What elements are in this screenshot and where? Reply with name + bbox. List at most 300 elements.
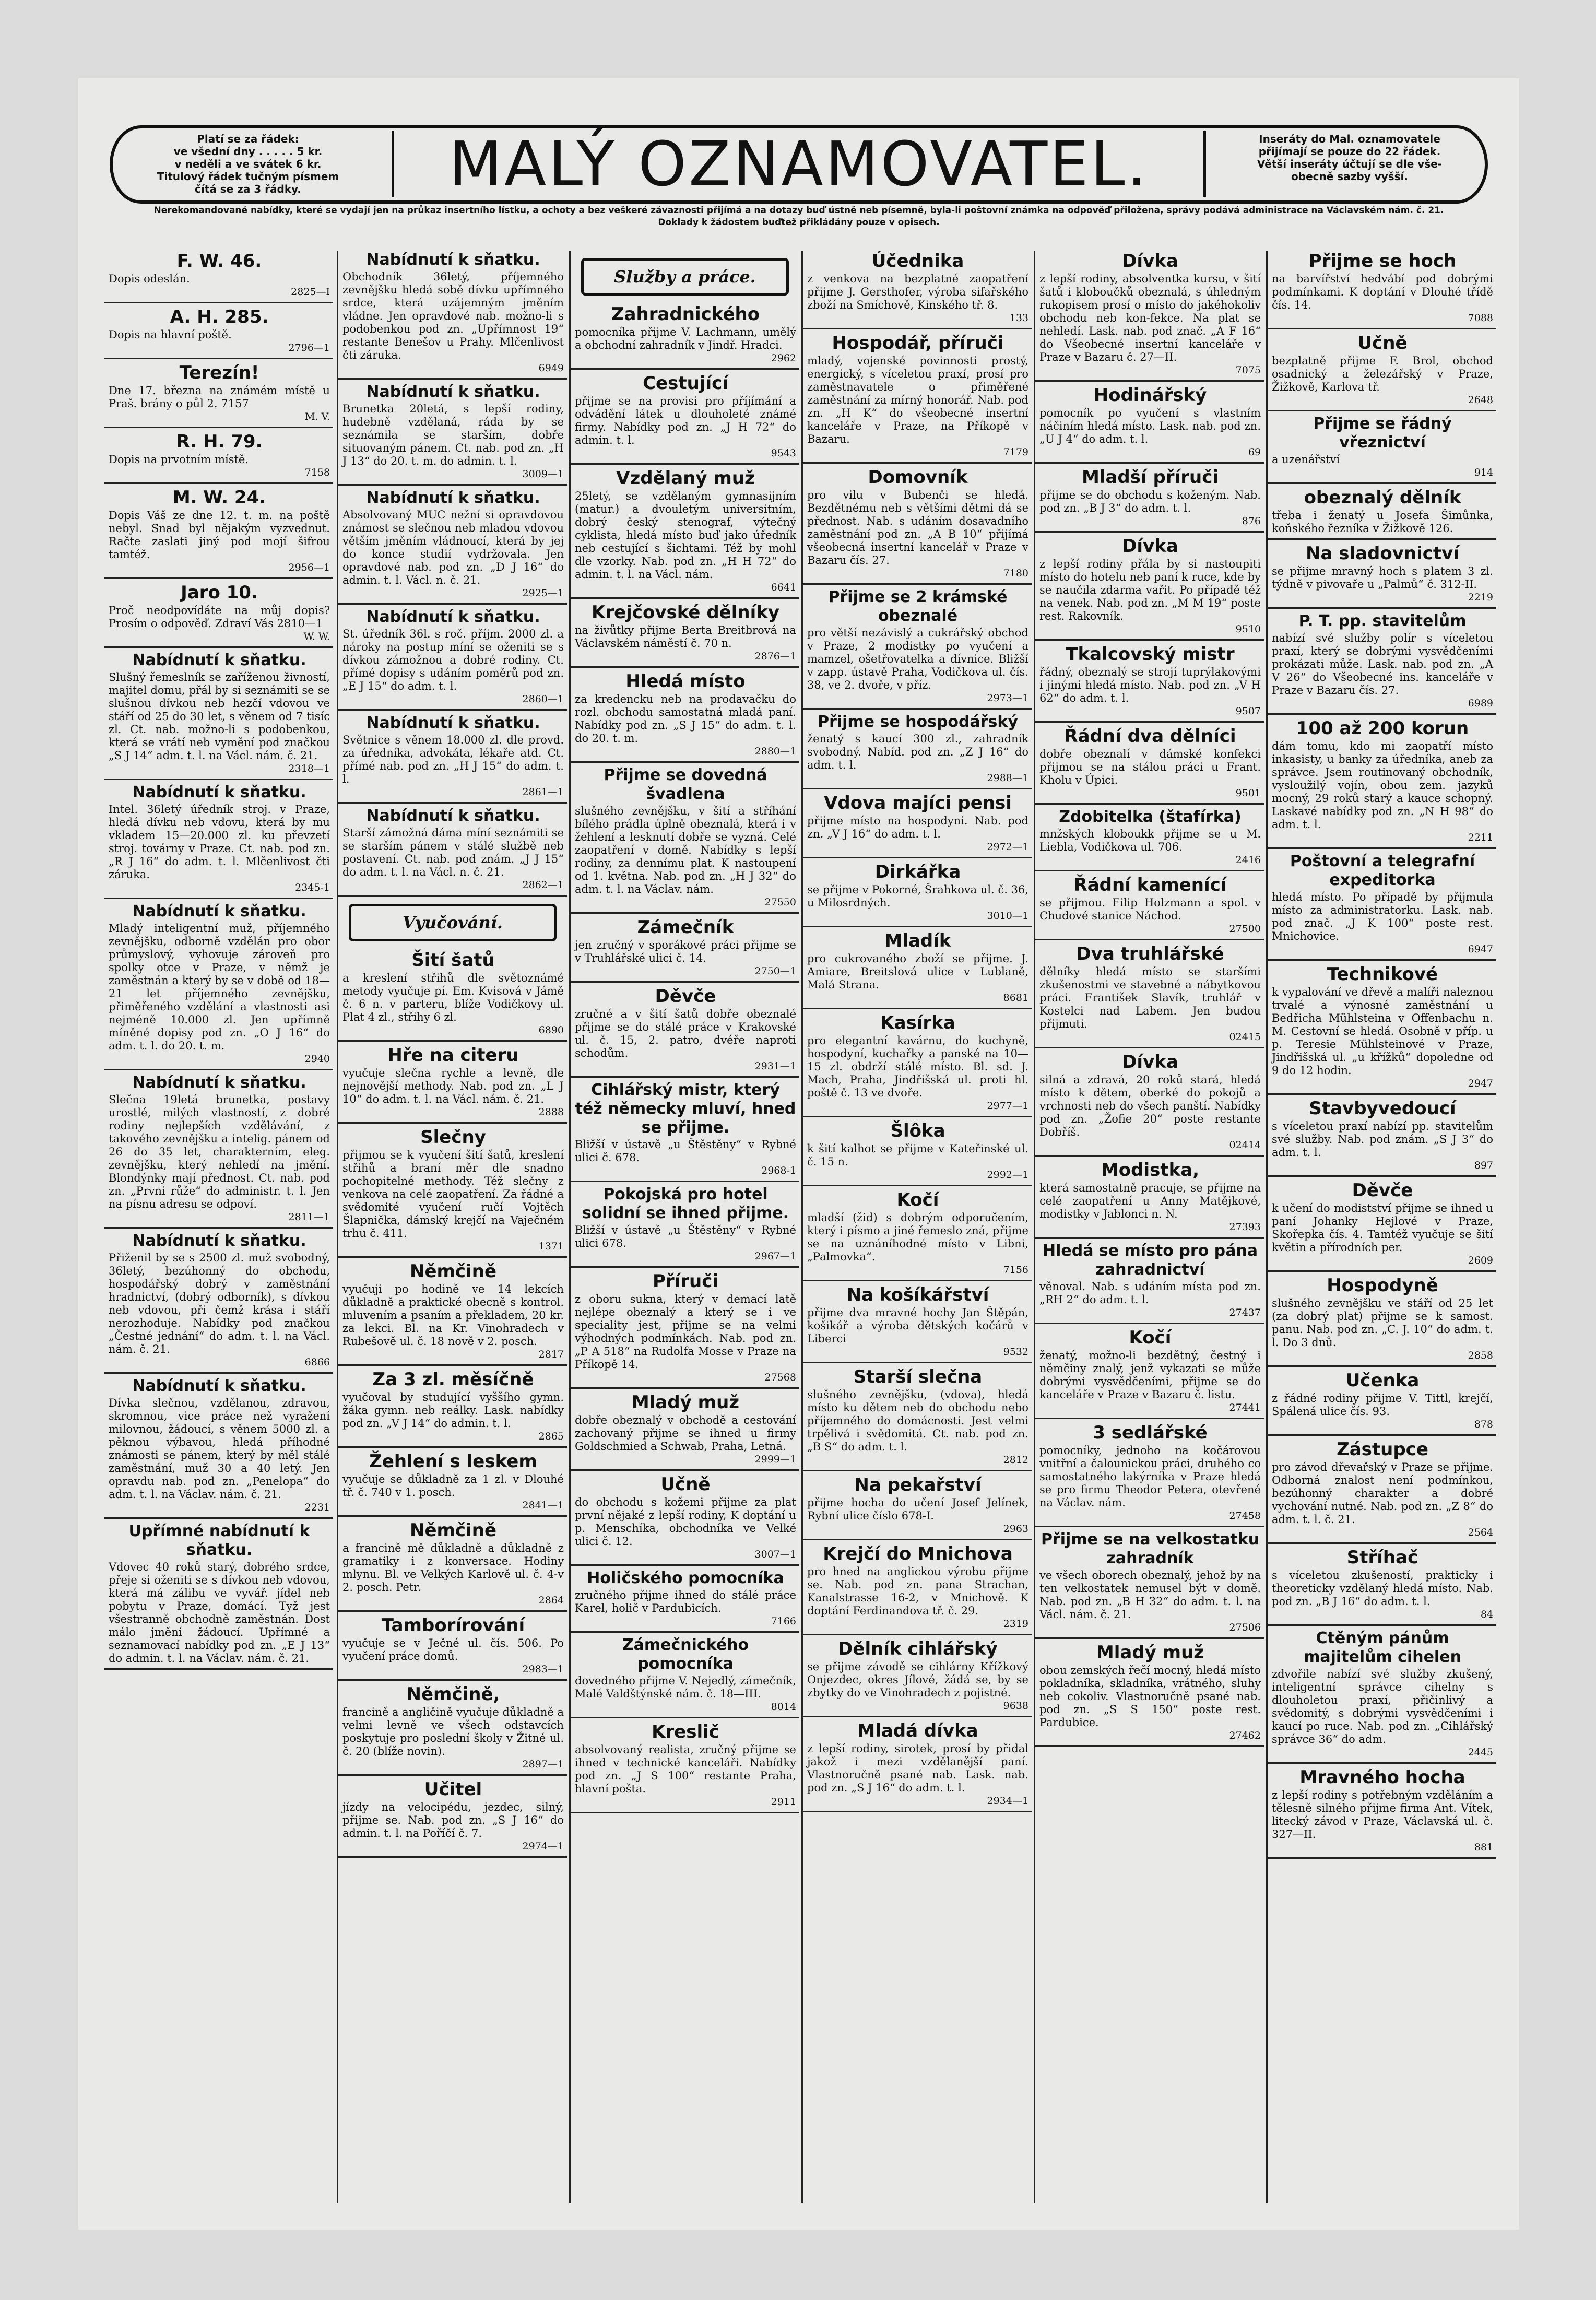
ad-reference-number: 8681 [1003,992,1028,1004]
column-1 [104,251,333,2203]
ad-divider [803,583,1032,585]
ad-divider [1268,607,1496,609]
ad-reference-number: 2880—1 [754,746,796,757]
ad-divider [803,1634,1032,1635]
ad-text: slušného zevnějšku, (vdova), hledá místo ku dětem neb do obchodu nebo příjemného do domácnosti. Jest velmi trpělivá i svědomitá. Ct. nab. pod zn. „B S“ do adm. t. l. [807,1388,1028,1453]
ad-reference-number: 27441 [1229,1402,1261,1413]
ad-divider [1268,482,1496,484]
classified-ad [1272,487,1493,535]
classified-ad [342,1451,564,1512]
ad-divider [104,898,333,899]
ad-text: Slečna 19letá brunetka, postavy urostlé, milých vlastností, z dobré rodiny nejlepších vzdělávání, z takového zevnějšku a intelig. pánem od 26 do 35 let, charakterním, eleg. zevnějšku, který nehledí na jmění. Blondýnky mají přednost. Ct. nab. pod zn. „Prvni růže“ do administr. t. l. Jen na písnu adresu se odpoví. [109,1093,330,1210]
classified-ad [1039,644,1261,718]
ad-heading: Terezín! [179,362,259,383]
ad-reference-number: 27458 [1229,1510,1261,1521]
ad-reference-number: 2219 [1468,592,1493,603]
ad-text: silná a zdravá, 20 roků stará, hledá místo k dětem, oberké do pokojů a vrchnosti neb do všech panští. Nabídky pod zn. „Žofie 20“ poste restante Dobříš. [1039,1074,1261,1138]
ad-reference-number: 7156 [1003,1264,1028,1276]
ad-divider [1035,1237,1264,1239]
ad-reference-number: 2940 [304,1053,330,1065]
ad-heading: Nabídnutí k sňatku. [132,1377,306,1395]
ad-divider [104,1227,333,1229]
ad-divider [1268,1762,1496,1764]
ad-reference-number: 2925—1 [522,587,564,599]
classified-ad [575,917,796,978]
ad-text: Absolvovaný MUC nežní si opravdovou známost se slečnou neb mladou vdovou větším jměním vládnoucí, která by jej do konce studií vydržovala. Jen opravdové nab. pod zn. „D J 16“ do admin. t. l. Václ. n. č. 21. [342,509,564,586]
ad-heading: Kočí [896,1189,939,1210]
ad-heading: Přijme se dovedná švadlena [604,766,767,803]
ad-text: vyučuje se důkladně za 1 zl. v Dlouhé tř. č. 740 v 1. posch. [342,1473,564,1499]
ad-reference-number: 2445 [1468,1747,1493,1758]
classified-ad [807,930,1028,1005]
ad-text: 25letý, se vzdělaným gymnasijním (matur.) a dvouletým universitním, dobrý český stenograf, výtečný cyklista, hledá místo buď jako úředník neb cestující s šichtami. Též by mohl dle vzorky. Nab. pod zn. „H H 72“ do admin. t. l. na Václ. nám. [575,490,796,581]
ad-text: dovedného přijme V. Nejedlý, zámečník, Malé Valdštýnské nám. č. 18—III. [575,1674,796,1700]
classified-ad [109,582,330,643]
classified-ad [342,807,564,892]
ad-divider [803,1185,1032,1186]
ad-heading: Němčině [409,1520,496,1541]
classified-ad [575,766,796,909]
ad-text: mladý, vojenské povinnosti prostý, energický, s víceletou praxí, prosí pro zaměstnavatele o přiměřené zaměstnání za mírný honorář. Nab. pod zn. „H K“ do všeobecné insertní kanceláře v Praze, na Příkopě v Bazaru. [807,355,1028,445]
ad-reference-number: 2864 [538,1595,564,1606]
ad-heading: Krejčovské dělníky [591,602,780,623]
ad-reference-number: 2977—1 [987,1100,1028,1112]
ad-divider [104,1069,333,1070]
ad-divider [1268,410,1496,411]
classified-ad [575,373,796,460]
rates-line: čítá se za 3 řádky. [195,183,301,195]
ad-divider [803,328,1032,329]
classified-ad [575,1721,796,1809]
ad-reference-number: 27550 [764,897,796,908]
classified-ad [807,251,1028,325]
ad-text: pro cukrovaného zboží se přijme. J. Amiare, Breitslová ulice v Lublaně, Malá Strana. [807,952,1028,991]
classified-ad [1272,1275,1493,1362]
ad-text: k šití kalhot se přijme v Kateřinské ul. č. 15 n. [807,1142,1028,1168]
ad-heading: Dívka [1122,536,1178,557]
classified-ad [109,902,330,1066]
classified-ad [575,671,796,758]
ad-text: přijme hocha do učení Josef Jelínek, Rybní ulice číslo 678-I. [807,1496,1028,1522]
ad-divider [104,1517,333,1519]
ad-divider [803,462,1032,464]
classified-ad [1272,1370,1493,1431]
ad-reference-number: 2862—1 [522,879,564,891]
classified-ad [1272,852,1493,956]
ad-text: jen zručný v sporákové práci přijme se v Truhlářské ulici č. 14. [575,939,796,964]
ad-reference-number: 881 [1474,1842,1493,1853]
ad-reference-number: 6890 [538,1024,564,1036]
ad-heading: Vdova majíci pensi [824,793,1012,813]
ad-divider [803,926,1032,927]
ad-heading: Kočí [1129,1327,1172,1348]
ad-divider [1268,1624,1496,1626]
classified-ad [1039,808,1261,867]
ad-heading: Upřímné nabídnutí k sňatku. [128,1522,310,1559]
ad-text: slušného zevnějšku, v šití a stříhání bílého prádla úplně obeznalá, která i v žehlení a lesknutí dobře se vyzná. Celé zaopatření v domě. Nabídky s lepší rodiny, za dennímu plat. K nastoupení od 1. května. Nab. pod zn. „H J 32“ do adm. t. l. na Václav. nám. [575,805,796,895]
ad-reference-number: 2609 [1468,1255,1493,1266]
classified-ad [807,1012,1028,1113]
ad-heading: Žehlení s leskem [369,1451,537,1472]
ad-divider [1035,1526,1264,1527]
ad-divider [338,1610,567,1612]
ad-reference-number: 27393 [1229,1221,1261,1233]
classified-ad [342,950,564,1037]
ad-divider [1035,531,1264,533]
ad-reference-number: 2860—1 [522,693,564,705]
classified-ad [1039,1160,1261,1234]
classified-ad [1272,1439,1493,1539]
ad-reference-number: 2911 [771,1796,796,1808]
ad-heading: Učitel [424,1779,482,1800]
ad-text: Slušný řemeslník se zaříženou živností, majitel domu, přál by si seznámiti se se slušnou dívkou neb hezčí vdovou ve stáří od 25 do 30 let, s věnem od 7 tisíc zl. Ct. nab. možno-li s podobenkou, která se vrátí neb vymění pod značkou „S J 14“ adm. t. l. na Václ. nám. č. 21. [109,671,330,762]
ad-heading: Na sladovnictví [1305,543,1459,564]
ad-reference-number: 3010—1 [987,910,1028,922]
newspaper-page [78,78,1519,2230]
classified-ad [807,713,1028,785]
ad-text: vyučuji po hodině ve 14 lekcích důkladně a praktické obecně s kontrol. mluvením a psaním a překladem, 20 kr. za lekci. Bl. na Kr. Vinohradech v Rubešově ul. č. 18 nově v 2. posch. [342,1283,564,1348]
ad-divider [104,577,333,579]
ad-divider [1035,1047,1264,1048]
ad-text: a uzenářství [1272,453,1340,466]
ad-text: s víceletou zkušeností, prakticky i theoreticky vzdělaný hledá místo. Nab. pod zn. „B J 16“ do adm. t. l. [1272,1569,1493,1608]
ad-divider [571,1076,799,1078]
ad-divider [1268,1270,1496,1272]
ad-text: přijme se na provisi pro příjímání a odvádění látek u dlouholeté známé firmy. Nabídky pod zn. „J H 72“ do admin. t. l. [575,395,796,446]
ad-divider [571,1181,799,1182]
ad-heading: Tkalcovský mistr [1066,644,1235,665]
classified-ad [1039,943,1261,1044]
notice-line: Nerekomandované nabídky, které se vydají jen na průkaz insertního lístku, a ochoty a bez veškeré závaznosti přijímá a na dotazy buď ústně neb písemně, byla-li poštovní známka na odpověď přiložena, správy podává administrace na Václavském nám. č. 21. Doklady k žádostem buďtež přikládány pouze v opisech. [153,205,1444,228]
ad-text: pro hned na anglickou výrobu přijme se. Nab. pod zn. pana Strachan, Kanalstrasse 16-2, v Mnichově. K doptání Ferdinandova tř. č. 29. [807,1565,1028,1617]
ad-reference-number: 3009—1 [522,468,564,480]
ad-reference-number: 2841—1 [522,1500,564,1511]
ad-reference-number: 2861—1 [522,786,564,798]
ad-heading: Kreslič [652,1721,719,1742]
ad-reference-number: 2956—1 [288,562,330,573]
ad-divider [104,427,333,428]
ad-reference-number: 2974—1 [522,1841,564,1852]
ad-heading: Přijme se 2 krámské obeznalé [828,588,1008,625]
ad-divider [338,1364,567,1366]
ad-heading: Vzdělaný muž [616,468,755,489]
ad-text: přijme dva mravné hochy Jan Štěpán, košikář a výroba dětských kočárů v Liberci [807,1306,1028,1345]
classified-ad [1039,536,1261,636]
ad-heading: Mladík [884,930,951,951]
ad-divider [803,1539,1032,1540]
ad-text: pro vilu v Bubenči se hledá. Bezdětnému neb s většími dětmi dá se přednost. Nab. s udáním dosavadního zaměstnání pod zn. „A B 10“ přijímá všeobecná insertní kancelář v Praze v Bazaru čís. 27. [807,489,1028,567]
ad-divider [1268,1093,1496,1095]
classified-ad [807,793,1028,854]
ad-heading: Zámečník [637,917,734,938]
conditions-line: Větší inseráty účtují se dle vše- [1257,158,1443,170]
ad-heading: Technikové [1327,964,1438,985]
classified-ad [342,383,564,481]
classified-ad [1272,1180,1493,1267]
ad-reference-number: 878 [1474,1419,1493,1430]
ad-text: z lepší rodiny, sirotek, prosí by přidal jakož i mezi vzdělanější paní. Vlastnoručně psané nab. Lask. nab. pod zn. „S J 16“ do adm. t. l. [807,1742,1028,1794]
ad-reference-number: 9507 [1235,705,1261,717]
ad-divider [803,1116,1032,1117]
ad-text: ženatý s kaucí 300 zl., zahradník svobodný. Nabíd. pod zn. „Z J 16“ do adm. t. l. [807,733,1028,771]
ad-heading: Hospodář, příruči [832,333,1004,353]
ad-heading: Řádní kamenící [1073,875,1227,895]
ad-divider [1268,328,1496,329]
ad-heading: Hodinářský [1093,385,1207,406]
classified-ad [342,1520,564,1607]
ad-heading: Nabídnutí k sňatku. [366,714,540,732]
ad-heading: Dívka [1122,1052,1178,1072]
classified-ad [342,251,564,375]
ad-heading: Učně [660,1474,711,1495]
ad-text: a francině mě důkladně a důkladně z gramatiky i z konversace. Hodiny mlynu. Bl. ve Velkých Karlově ul. č. 4-v 2. posch. Petr. [342,1542,564,1594]
classified-ad [807,1366,1028,1467]
conditions-line: přijímají se pouze do 22 řádek. [1258,145,1441,158]
ad-heading: Nabídnutí k sňatku. [366,807,540,825]
ad-reference-number: 1371 [538,1241,564,1252]
ad-reference-number: 27500 [1229,923,1261,935]
ad-reference-number: 876 [1242,515,1261,527]
ad-divider [571,1564,799,1566]
ad-reference-number: 2999—1 [754,1454,796,1465]
ad-text: na živůtky přijme Berta Breitbrová na Václavském náměstí č. 70 n. [575,624,796,650]
classified-ad [1272,251,1493,325]
ad-divider [1035,380,1264,382]
ad-reference-number: 84 [1480,1609,1493,1620]
column-5 [1034,251,1264,2203]
ad-divider [1035,1155,1264,1157]
conditions-line: Inseráty do Mal. oznamovatele [1259,133,1440,145]
ad-reference-number: 2934—1 [987,1795,1028,1807]
ad-reference-number: 2876—1 [754,651,796,662]
ad-divider [104,482,333,484]
ad-heading: Jaro 10. [181,582,258,603]
ad-reference-number: 2888 [538,1106,564,1118]
classified-ad [109,1377,330,1514]
ad-text: dobře obeznalí v dámské konfekci přijmou se na stálou práci u Frant. Kholu v Úpici. [1039,748,1261,786]
classified-ad [342,1779,564,1853]
classified-ad [342,714,564,799]
ad-text: Dopis na hlavní poště. [109,328,232,341]
ad-reference-number: 2967—1 [754,1251,796,1262]
ad-divider [803,857,1032,858]
ad-text: Dopis Váš ze dne 12. t. m. na poště nebyl. Snad byl nějakým vyzvednut. Račte zaslati jiný pod mojí šifrou tamtéž. [109,509,330,561]
ad-reference-number: W. W. [303,631,330,642]
ad-divider [338,1256,567,1258]
classified-ad [342,1261,564,1361]
ad-reference-number: 2416 [1235,854,1261,866]
ad-reference-number: 2564 [1468,1527,1493,1538]
ad-text: se přijme závodě se cihlárny Křížkový Onjezdec, okres Jílové, žádá se, by se zbytky do ve Vinohradech z pojistné. [807,1660,1028,1699]
ad-text: pomocník po vyučení s vlastním náčiním hledá místo. Lask. nab. pod zn. „U J 4“ do adm. t. l. [1039,407,1261,445]
ad-divider [1035,721,1264,723]
classified-ad [109,783,330,894]
ad-heading: Učně [1357,333,1408,353]
ad-divider [571,1812,799,1813]
ad-reference-number: 2972—1 [987,841,1028,853]
ad-text: a kreslení střihů dle světoznámé metody vyučuje pí. Em. Kvisová v Jámě č. 6 n. v parteru, blíže Vodičkovy ul. Plat 4 zl., střihy 6 zl. [342,972,564,1023]
ad-reference-number: 2318—1 [288,763,330,774]
ad-divider [338,1040,567,1042]
classified-ad [807,862,1028,923]
ad-reference-number: 2825—I [291,286,330,298]
ad-reference-number: 2345-1 [295,882,330,893]
classified-ad [575,468,796,594]
ad-divider [1035,870,1264,871]
rates-line: ve všední dny . . . . . 5 kr. [173,145,323,158]
ad-heading: Děvče [655,986,716,1007]
classified-ad [1272,1098,1493,1172]
ad-divider [803,1280,1032,1281]
rates-line: Platí se za řádek: [197,133,299,145]
classified-ad [1039,251,1261,377]
ad-heading: Šlôka [890,1120,945,1141]
ad-heading: Hře na citeru [387,1045,519,1066]
ad-heading: Mladší příruči [1081,467,1219,488]
ad-heading: Zámečnického pomocníka [622,1636,749,1673]
masthead [110,125,1488,245]
classified-ad [1039,1052,1261,1152]
classified-ad [109,1074,330,1224]
classified-ad [109,251,330,299]
classified-ad [109,306,330,355]
ad-reference-number: 6641 [771,582,796,593]
ad-heading: A. H. 285. [170,306,269,327]
ad-reference-number: 2812 [1003,1454,1028,1466]
ad-heading: Hledá místo [625,671,746,692]
classified-ad [1039,726,1261,800]
ad-text: St. úředník 36l. s roč. příjm. 2000 zl. a nároky na postup míní se oženiti se s dívkou zámožnou a dobré rodiny. Ct. přímé dopisy s udáním poměrů pod zn. „E J 15“ do adm. t. l. [342,628,564,692]
classified-ad [575,1636,796,1714]
ad-reference-number: 2897—1 [522,1759,564,1770]
ad-heading: Nabídnutí k sňatku. [366,489,540,507]
classified-ad [109,1232,330,1369]
ad-text: přijmou se k vyučení šití šatů, kreslení střihů a braní měr dle snadno pochopitelné methody. Též slečny z venkova na celé zaopatření. Za řádné a svědomité vyučení ručí Vojtěch Šlapnička, dámský krejčí na Vaječném trhu č. 411. [342,1149,564,1240]
classified-ad [109,1522,330,1665]
ad-reference-number: M. V. [305,411,330,422]
ad-heading: Přijme se na velkostatku zahradník [1041,1530,1260,1567]
ad-text: Bližší v ústavě „u Štěstěny“ v Rybné ulici č. 678. [575,1138,796,1164]
classified-ad [109,431,330,479]
ad-heading: Mladý muž [631,1392,740,1413]
ad-heading: Mravného hocha [1299,1767,1465,1788]
ad-heading: Krejčí do Mnichova [823,1543,1013,1564]
ad-text: která samostatně pracuje, se přijme na celé zaopatření u Anny Matějkové, modistky v Jablonci n. N. [1039,1182,1261,1220]
ad-text: řádný, obeznalý se strojí tuprýlakovými i jinými hledá místo. Nab. pod zn. „V H 62“ do adm. t. l. [1039,666,1261,704]
ad-text: z venkova na bezplatné zaopatření přijme J. Gersthofer, výroba sifařského zboží na Smíchově, Kinského tř. 8. [807,273,1028,311]
classified-ad [1039,875,1261,936]
ad-heading: F. W. 46. [176,251,262,272]
ad-reference-number: 2947 [1468,1078,1493,1089]
ad-reference-number: 914 [1474,467,1493,478]
ad-divider [571,1717,799,1718]
ad-divider [104,1668,333,1670]
ad-reference-number: 3007—1 [754,1549,796,1560]
ad-heading: Holičského pomocníka [587,1569,784,1587]
ad-heading: Stříhač [1346,1547,1418,1568]
ad-reference-number: 7179 [1003,446,1028,458]
ad-text: ženatý, možno-li bezdětný, čestný i němčiny znalý, jenž vykazati se může dobrými vysvědčeními, přijme se do kanceláře v Praze v Bazaru č. listu. [1039,1349,1261,1401]
ad-heading: M. W. 24. [172,487,266,508]
ad-divider [803,1716,1032,1717]
ad-text: z řádné rodiny přijme V. Tittl, krejčí, Spálená ulice čís. 93. [1272,1392,1493,1418]
ad-divider [1035,803,1264,805]
ad-heading: Zástupce [1337,1439,1428,1460]
ad-heading: Příruči [652,1271,719,1292]
ad-reference-number: 2211 [1468,832,1493,843]
column-3 [569,251,799,2203]
ad-text: nabízí své služby polír s víceletou praxí, který se dobrými vysvědčeními prokázati může. Lask. nab. pod zn. „A V 26“ do Všeobecné ins. kanceláře v Praze v Bazaru čís. 27. [1272,632,1493,697]
classified-ad [1039,385,1261,459]
ad-heading: Dívka [1122,251,1178,272]
page-title: MALÝ OZNAMOVATEL. [392,131,1206,197]
ad-divider [1268,538,1496,540]
ad-reference-number: 6866 [304,1357,330,1368]
classified-ad [342,1615,564,1676]
ad-text: přijme se do obchodu s koženým. Nab. pod zn. „B J 3“ do adm. t. l. [1039,489,1261,514]
classified-ad [1272,1629,1493,1759]
ad-heading: Dirkářka [874,862,961,882]
ad-reference-number: 69 [1248,446,1261,458]
ad-heading: Nabídnutí k sňatku. [132,651,306,669]
classified-ad [1272,415,1493,479]
ad-text: mladší (žid) s dobrým odporučením, který i písmo a jiné řemeslo zná, přijme se na uznáníhodné místo v Libni, „Palmovka“. [807,1211,1028,1263]
ad-text: francině a angličině vyučuje důkladně a velmi levně ve všech odstavcích poskytuje pro poslední školy v Žitné ul. č. 20 (blíže novin). [342,1706,564,1758]
ad-reference-number: 2231 [304,1502,330,1513]
ad-text: Dopis odeslán. [109,273,190,285]
ad-reference-number: 9638 [1003,1700,1028,1712]
column-4 [801,251,1032,2203]
ad-divider [1035,939,1264,940]
section-heading: Vyučování. [349,904,557,941]
ad-reference-number: 7180 [1003,568,1028,579]
ad-reference-number: 6947 [1468,943,1493,955]
ad-reference-number: 9510 [1235,623,1261,635]
ad-divider [104,779,333,780]
ad-divider [338,1774,567,1776]
ad-divider [571,1266,799,1268]
ad-divider [338,802,567,804]
ad-reference-number: 9543 [771,447,796,459]
ad-reference-number: 133 [1009,312,1028,324]
ad-reference-number: 2319 [1003,1618,1028,1630]
ad-divider [571,1469,799,1471]
ad-heading: Nabídnutí k sňatku. [366,383,540,401]
ad-reference-number: 2973—1 [987,692,1028,704]
ad-heading: Cihlářský mistr, který též německy mluví, hned se přijme. [575,1081,796,1137]
ad-text: do obchodu s kožemi přijme za plat první nějaké z lepší rodiny, K doptání u p. Menschíka, obchodníka ve Velké ulici č. 12. [575,1496,796,1548]
ad-text: absolvovaný realista, zručný přijme se ihned v technické kanceláři. Nabídky pod zn. „J S 100“ restante Praha, hlavní pošta. [575,1743,796,1795]
ad-text: Obchodník 36letý, příjemného zevnějšku hledá sobě dívku upřímného srdce, která uzájemným jměním vládne. Jen opravdové nab. možno-li s podobenkou pod zn. „Upřímnost 19“ restante Benešov u Prahy. Mlčenlivost čti záruka. [342,270,564,361]
ad-divider [338,1122,567,1124]
ad-heading: Poštovní a telegrafní expeditorka [1290,852,1475,889]
ad-divider [1035,1637,1264,1639]
classified-ad [342,608,564,706]
ad-reference-number: 9501 [1235,787,1261,799]
ad-heading: Přijme se hospodářský [818,713,1018,731]
ad-heading: Pokojská pro hotel solidní se ihned přijme. [582,1185,789,1222]
ad-heading: Hledá se místo pro pána zahradnictví [1043,1242,1258,1279]
ad-divider [571,463,799,465]
ad-heading: Řádní dva dělníci [1064,726,1236,747]
classified-ad [1272,1767,1493,1854]
ad-heading: Šití šatů [411,950,495,971]
ad-text: Vdovec 40 roků starý, dobrého srdce, přeje si oženiti se s dívkou neb vdovou, která má zálibu ve vyvář. jídel neb pobytu v Praze, domácí. Tyž jest všestranně obchodně zaměstnán. Dost málo jmění žádoucí. Upřímné a seznamovací nabídky pod zn. „E J 13“ do admin. t. l. na Václav. nám. č. 21. [109,1561,330,1665]
ad-reference-number: 2750—1 [754,965,796,977]
ad-heading: Za 3 zl. měsíčně [372,1369,534,1390]
ad-heading: Zdobitelka (štafírka) [1059,808,1242,826]
ad-text: Proč neodpovídáte na můj dopis? Prosím o odpověď. Zdraví Vás 2810—1 [109,604,330,630]
